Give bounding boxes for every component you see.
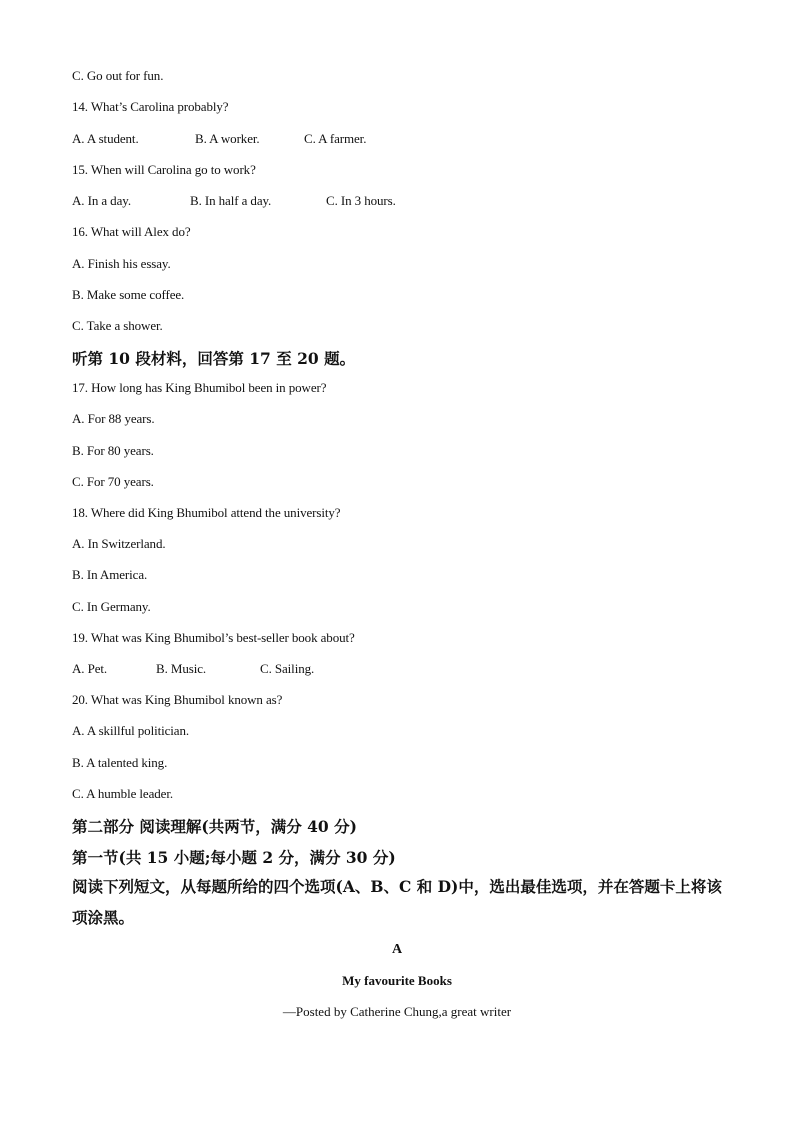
q15-question: 15. When will Carolina go to work? — [72, 162, 256, 177]
q16-question: 16. What will Alex do? — [72, 224, 191, 239]
q19-question: 19. What was King Bhumibol’s best-seller book about? — [72, 630, 355, 645]
q18-option-b: B. In America. — [72, 567, 148, 582]
q17-option-a: A. For 88 years. — [72, 411, 155, 426]
q14-options — [72, 131, 366, 147]
passage-byline: —Posted by Catherine Chung,a great writer — [282, 1004, 512, 1019]
q16-option-a: A. Finish his essay. — [72, 256, 171, 271]
q18-option-a: A. In Switzerland. — [72, 536, 166, 551]
q15-option-b: B. In half a day. — [190, 193, 272, 208]
section1-heading: 第一节(共 15 小题;每小题 2 分，满分 30 分) — [72, 848, 396, 867]
q19-option-b: B. Music. — [156, 661, 207, 676]
q19-options — [72, 661, 314, 677]
q13-option-c: C. Go out for fun. — [72, 68, 164, 83]
q17-question: 17. How long has King Bhumibol been in power? — [72, 380, 327, 395]
q16-option-b: B. Make some coffee. — [72, 287, 185, 302]
q19-option-c: C. Sailing. — [260, 661, 315, 676]
q19-option-a: A. Pet. — [72, 661, 108, 676]
q14-question: 14. What’s Carolina probably? — [72, 99, 229, 114]
q15-option-c: C. In 3 hours. — [326, 193, 396, 208]
part2-heading: 第二部分 阅读理解(共两节，满分 40 分) — [72, 817, 357, 836]
q17-option-b: B. For 80 years. — [72, 443, 154, 458]
q14-option-a: A. A student. — [72, 131, 139, 146]
q20-option-a: A. A skillful politician. — [72, 723, 190, 738]
q16-option-c: C. Take a shower. — [72, 318, 163, 333]
q18-option-c: C. In Germany. — [72, 599, 151, 614]
q20-option-b: B. A talented king. — [72, 755, 168, 770]
q20-option-c: C. A humble leader. — [72, 786, 174, 801]
section10-heading: 听第 10 段材料，回答第 17 至 20 题。 — [72, 349, 356, 368]
q17-option-c: C. For 70 years. — [72, 474, 154, 489]
passage-letter: A — [391, 942, 403, 957]
reading-instructions: 阅读下列短文，从每题所给的四个选项(A、B、C 和 D)中，选出最佳选项，并在答题卡上将该项涂黑。 — [72, 877, 722, 927]
q15-options — [72, 193, 396, 209]
q14-option-b: B. A worker. — [195, 131, 260, 146]
q14-option-c: C. A farmer. — [304, 131, 367, 146]
q18-question: 18. Where did King Bhumibol attend the university? — [72, 505, 341, 520]
q20-question: 20. What was King Bhumibol known as? — [72, 692, 283, 707]
passage-title: My favourite Books — [342, 973, 452, 988]
q15-option-a: A. In a day. — [72, 193, 131, 208]
